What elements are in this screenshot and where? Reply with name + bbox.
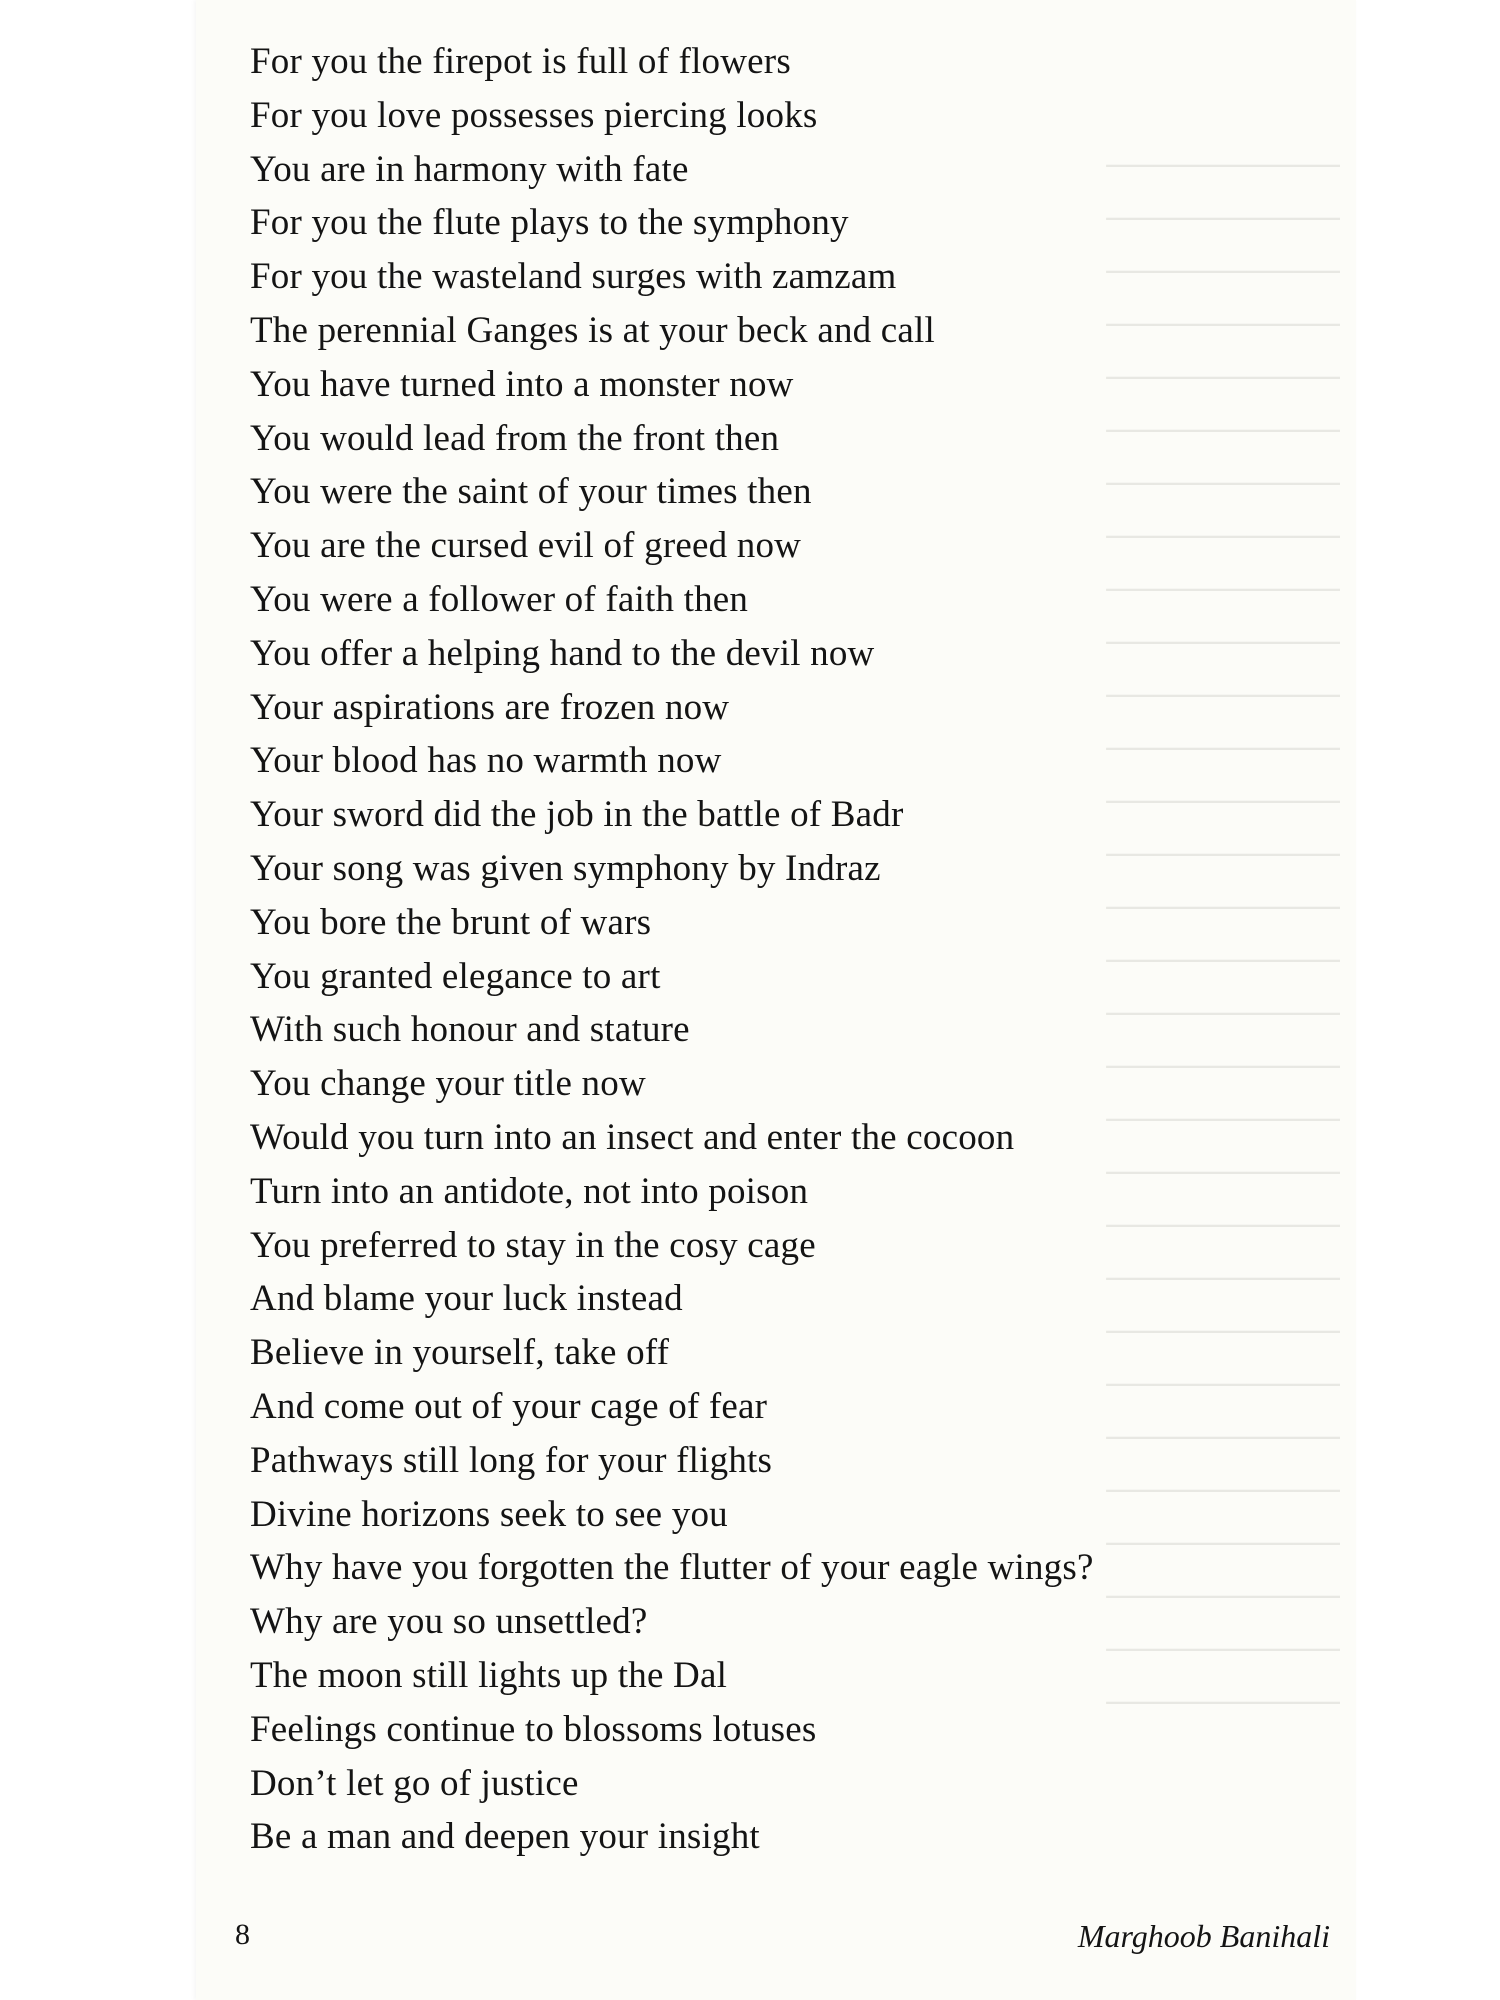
poem-line: For you love possesses piercing looks <box>250 94 818 136</box>
poem-line: You bore the brunt of wars <box>250 901 652 943</box>
poem-line: For you the wasteland surges with zamzam <box>250 256 897 298</box>
poem-line: You are in harmony with fate <box>250 148 689 190</box>
poem-line: Turn into an antidote, not into poison <box>250 1170 809 1212</box>
poem-line: Your song was given symphony by Indraz <box>250 847 881 889</box>
poem-line: You were the saint of your times then <box>250 471 812 513</box>
poem-line: You have turned into a monster now <box>250 363 794 405</box>
poem-line: With such honour and stature <box>250 1009 690 1051</box>
poem-text <box>250 35 1094 1864</box>
poem-line: The moon still lights up the Dal <box>250 1654 728 1696</box>
poem-line: Why are you so unsettled? <box>250 1601 648 1643</box>
poem-line: The perennial Ganges is at your beck and call <box>250 309 936 351</box>
poem-line: For you the flute plays to the symphony <box>250 202 849 244</box>
poem-line: You were a follower of faith then <box>250 578 749 620</box>
poem-line: Feelings continue to blossoms lotuses <box>250 1708 817 1750</box>
poem-line: You granted elegance to art <box>250 955 661 997</box>
poem-line: Believe in yourself, take off <box>250 1332 670 1374</box>
page-number: 8 <box>235 1918 250 1951</box>
poem-line: Your blood has no warmth now <box>250 740 722 782</box>
poem-line: You preferred to stay in the cosy cage <box>250 1224 816 1266</box>
poem-line: Divine horizons seek to see you <box>250 1493 728 1535</box>
poem-line: Don’t let go of justice <box>250 1762 579 1804</box>
poem-line: Pathways still long for your flights <box>250 1439 773 1481</box>
poem-line: Your sword did the job in the battle of Badr <box>250 794 904 836</box>
author-name: Marghoob Banihali <box>1077 1918 1330 1954</box>
poem-line: Your aspirations are frozen now <box>250 686 730 728</box>
page-footer <box>0 1918 1500 1958</box>
show-through-text: ────────── ────────── ────────── ────────── ────────── ────────── ────────── ────────── ────────── ────────── ────────── ────────── ────────── ────────── ────────── ────────── ────────── ────────── ────────── ────────── ────────── ────────── ────────── ────────── ────────── ────────── ────────── ────────── ────────── ────────── <box>1106 148 1340 1721</box>
poem-line: And come out of your cage of fear <box>250 1385 768 1427</box>
poem-line: Be a man and deepen your insight <box>250 1816 760 1858</box>
poem-line: You change your title now <box>250 1063 646 1105</box>
poem-line: And blame your luck instead <box>250 1278 683 1320</box>
poem-line: You would lead from the front then <box>250 417 780 459</box>
poem-line: For you the firepot is full of flowers <box>250 41 791 82</box>
poem-line: Would you turn into an insect and enter the cocoon <box>250 1116 1015 1158</box>
poem-line: Why have you forgotten the flutter of your eagle wings? <box>250 1547 1094 1589</box>
poem-line: You are the cursed evil of greed now <box>250 525 802 567</box>
poem-line: You offer a helping hand to the devil now <box>250 632 875 674</box>
